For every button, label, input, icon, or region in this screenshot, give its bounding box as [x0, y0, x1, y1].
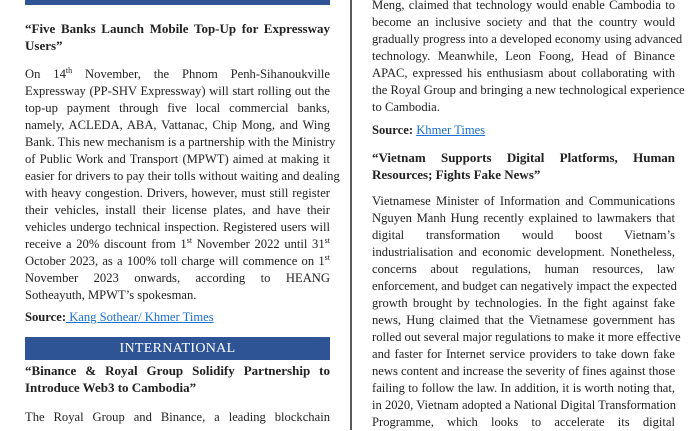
- text-segment: top-up payment through five local commercial banks,: [25, 101, 330, 115]
- text-line: [25, 134, 336, 151]
- source-label: Source:: [25, 310, 67, 324]
- text-segment: APAC, expressed his enthusiasm about collaborating with: [372, 66, 675, 80]
- text-line: [25, 379, 330, 396]
- text-segment: Programme, which looks to accelerate its digital: [372, 415, 675, 429]
- text-segment: On 14: [25, 67, 66, 81]
- section-header-international: INTERNATIONAL: [25, 337, 330, 360]
- text-line: [372, 414, 675, 431]
- text-line: [25, 270, 330, 287]
- text-line: [372, 261, 675, 278]
- text-line: [372, 82, 685, 99]
- text-line: [25, 117, 330, 134]
- text-line: [25, 219, 330, 236]
- text-segment: enforcement, and budget can negatively impact the expected: [372, 279, 677, 293]
- text-segment: November 2023 onwards, according to HEANG: [25, 271, 330, 285]
- text-line: [372, 329, 681, 346]
- text-line: [25, 362, 330, 379]
- article-body-binance-continued: [372, 0, 685, 116]
- text-line: [372, 278, 675, 295]
- text-line: [25, 100, 330, 117]
- text-segment: concerns about regulations, human resources, law: [372, 262, 675, 276]
- text-segment: Expressway (PP-SHV Expressway) will start rolling out the: [25, 84, 330, 98]
- text-segment: Users”: [25, 38, 63, 53]
- article-body-vietnam: [372, 193, 681, 431]
- text-segment: rolled out several major regulations to make it more effective: [372, 330, 681, 344]
- headline-five-banks: [25, 20, 330, 54]
- text-line: [372, 397, 675, 414]
- text-segment: news, Hung claimed that the Vietnamese government has: [372, 313, 675, 327]
- source-link[interactable]: Khmer Times: [416, 123, 486, 137]
- text-line: [25, 83, 330, 100]
- text-segment: “Five Banks Launch Mobile Top-Up for Expressway: [25, 21, 330, 36]
- superscript: th: [65, 66, 73, 75]
- text-segment: their vehicles, install their license plates, and have their: [25, 203, 330, 217]
- article-body-five-banks: [25, 66, 340, 304]
- text-segment: of Public Work and Transport (MPWT) aimed at making it: [25, 152, 330, 166]
- text-line: [372, 31, 683, 48]
- article-body-binance: [25, 409, 330, 426]
- text-line: [372, 65, 675, 82]
- source-line: [372, 122, 485, 139]
- text-segment: Meng, claimed that technology would enable Cambodia to: [372, 0, 675, 12]
- headline-vietnam: [372, 149, 675, 183]
- text-line: [25, 253, 330, 270]
- text-line: [372, 0, 675, 14]
- text-line: [25, 287, 330, 304]
- text-line: [372, 244, 675, 261]
- section-bar-top: [25, 0, 330, 5]
- text-segment: “Vietnam Supports Digital Platforms, Human: [372, 150, 675, 165]
- source-line: [25, 309, 214, 326]
- text-line: [25, 409, 330, 426]
- text-line: [372, 193, 675, 210]
- text-line: [372, 312, 675, 329]
- text-segment: Vietnamese Minister of Information and Communications: [372, 194, 675, 208]
- text-segment: easier for drivers to pay their tolls without waiting and dealing: [25, 169, 340, 183]
- text-segment: Nguyen Manh Hung recently explained to lawmakers that: [372, 211, 675, 225]
- text-segment: receive a 20% discount from 1: [25, 237, 187, 251]
- text-segment: gradually progress into a developed economy using advanced: [372, 32, 683, 46]
- text-line: [372, 346, 675, 363]
- text-segment: to Cambodia.: [372, 100, 440, 114]
- text-segment: in 2020, Vietnam adopted a National Digital Transformation: [372, 398, 677, 412]
- text-segment: namely, ACLEDA, ABA, Vattanac, Chip Mong, and Wing: [25, 118, 330, 132]
- text-line: [25, 168, 340, 185]
- text-line: [372, 48, 675, 65]
- text-line: [372, 166, 675, 183]
- text-line: [372, 227, 675, 244]
- text-segment: with heavy congestion. Drivers, however, must still register: [25, 186, 330, 200]
- text-segment: The Royal Group and Binance, a leading blockchain: [25, 410, 330, 424]
- text-line: [372, 149, 675, 166]
- text-segment: news content and increase the severity of fines against those: [372, 364, 676, 378]
- text-segment: become an inclusive society and that the country would: [372, 15, 675, 29]
- text-line: [372, 210, 675, 227]
- text-line: [25, 66, 330, 83]
- text-segment: November 2022 until 31: [192, 237, 325, 251]
- text-line: [372, 380, 675, 397]
- text-segment: Sotheayuth, MPWT’s spokesman.: [25, 288, 197, 302]
- text-line: [25, 202, 330, 219]
- text-segment: failing to follow the law. In addition, it is worth noting that,: [372, 381, 675, 395]
- text-line: [25, 236, 330, 253]
- superscript: st: [324, 253, 330, 262]
- text-line: [372, 363, 675, 380]
- source-link[interactable]: Kang Sothear/ Khmer Times: [66, 310, 214, 324]
- text-line: [25, 185, 330, 202]
- column-divider: [350, 0, 352, 430]
- text-segment: industrialisation and economic development. Nonetheless,: [372, 245, 675, 259]
- headline-binance: [25, 362, 330, 396]
- text-segment: growth brought by technologies. In the fight against fake: [372, 296, 675, 310]
- text-segment: Introduce Web3 to Cambodia”: [25, 380, 197, 395]
- text-segment: technology. Meanwhile, Leon Foong, Head of Binance: [372, 49, 675, 63]
- superscript: st: [186, 236, 193, 245]
- text-line: [25, 151, 330, 168]
- text-segment: digital transformation would boost Vietnam’s: [372, 228, 675, 242]
- superscript: st: [324, 236, 330, 245]
- text-line: [372, 14, 675, 31]
- text-segment: the Royal Group and bringing a new technological experience: [372, 83, 685, 97]
- text-line: [372, 99, 675, 116]
- text-line: [25, 20, 330, 37]
- source-label: Source:: [372, 123, 414, 137]
- text-segment: October 2023, as a 100% toll charge will commence on 1: [25, 254, 325, 268]
- text-segment: November, the Phnom Penh-Sihanoukville: [72, 67, 331, 81]
- text-segment: Bank. This new mechanism is a partnership with the Ministry: [25, 135, 336, 149]
- text-line: [25, 37, 330, 54]
- text-segment: Resources; Fights Fake News”: [372, 167, 541, 182]
- text-line: [372, 295, 675, 312]
- text-segment: vehicles undergo technical inspection. Registered users will: [25, 220, 330, 234]
- text-segment: “Binance & Royal Group Solidify Partnership to: [25, 363, 330, 378]
- text-segment: and faster for Internet service providers to take down fake: [372, 347, 675, 361]
